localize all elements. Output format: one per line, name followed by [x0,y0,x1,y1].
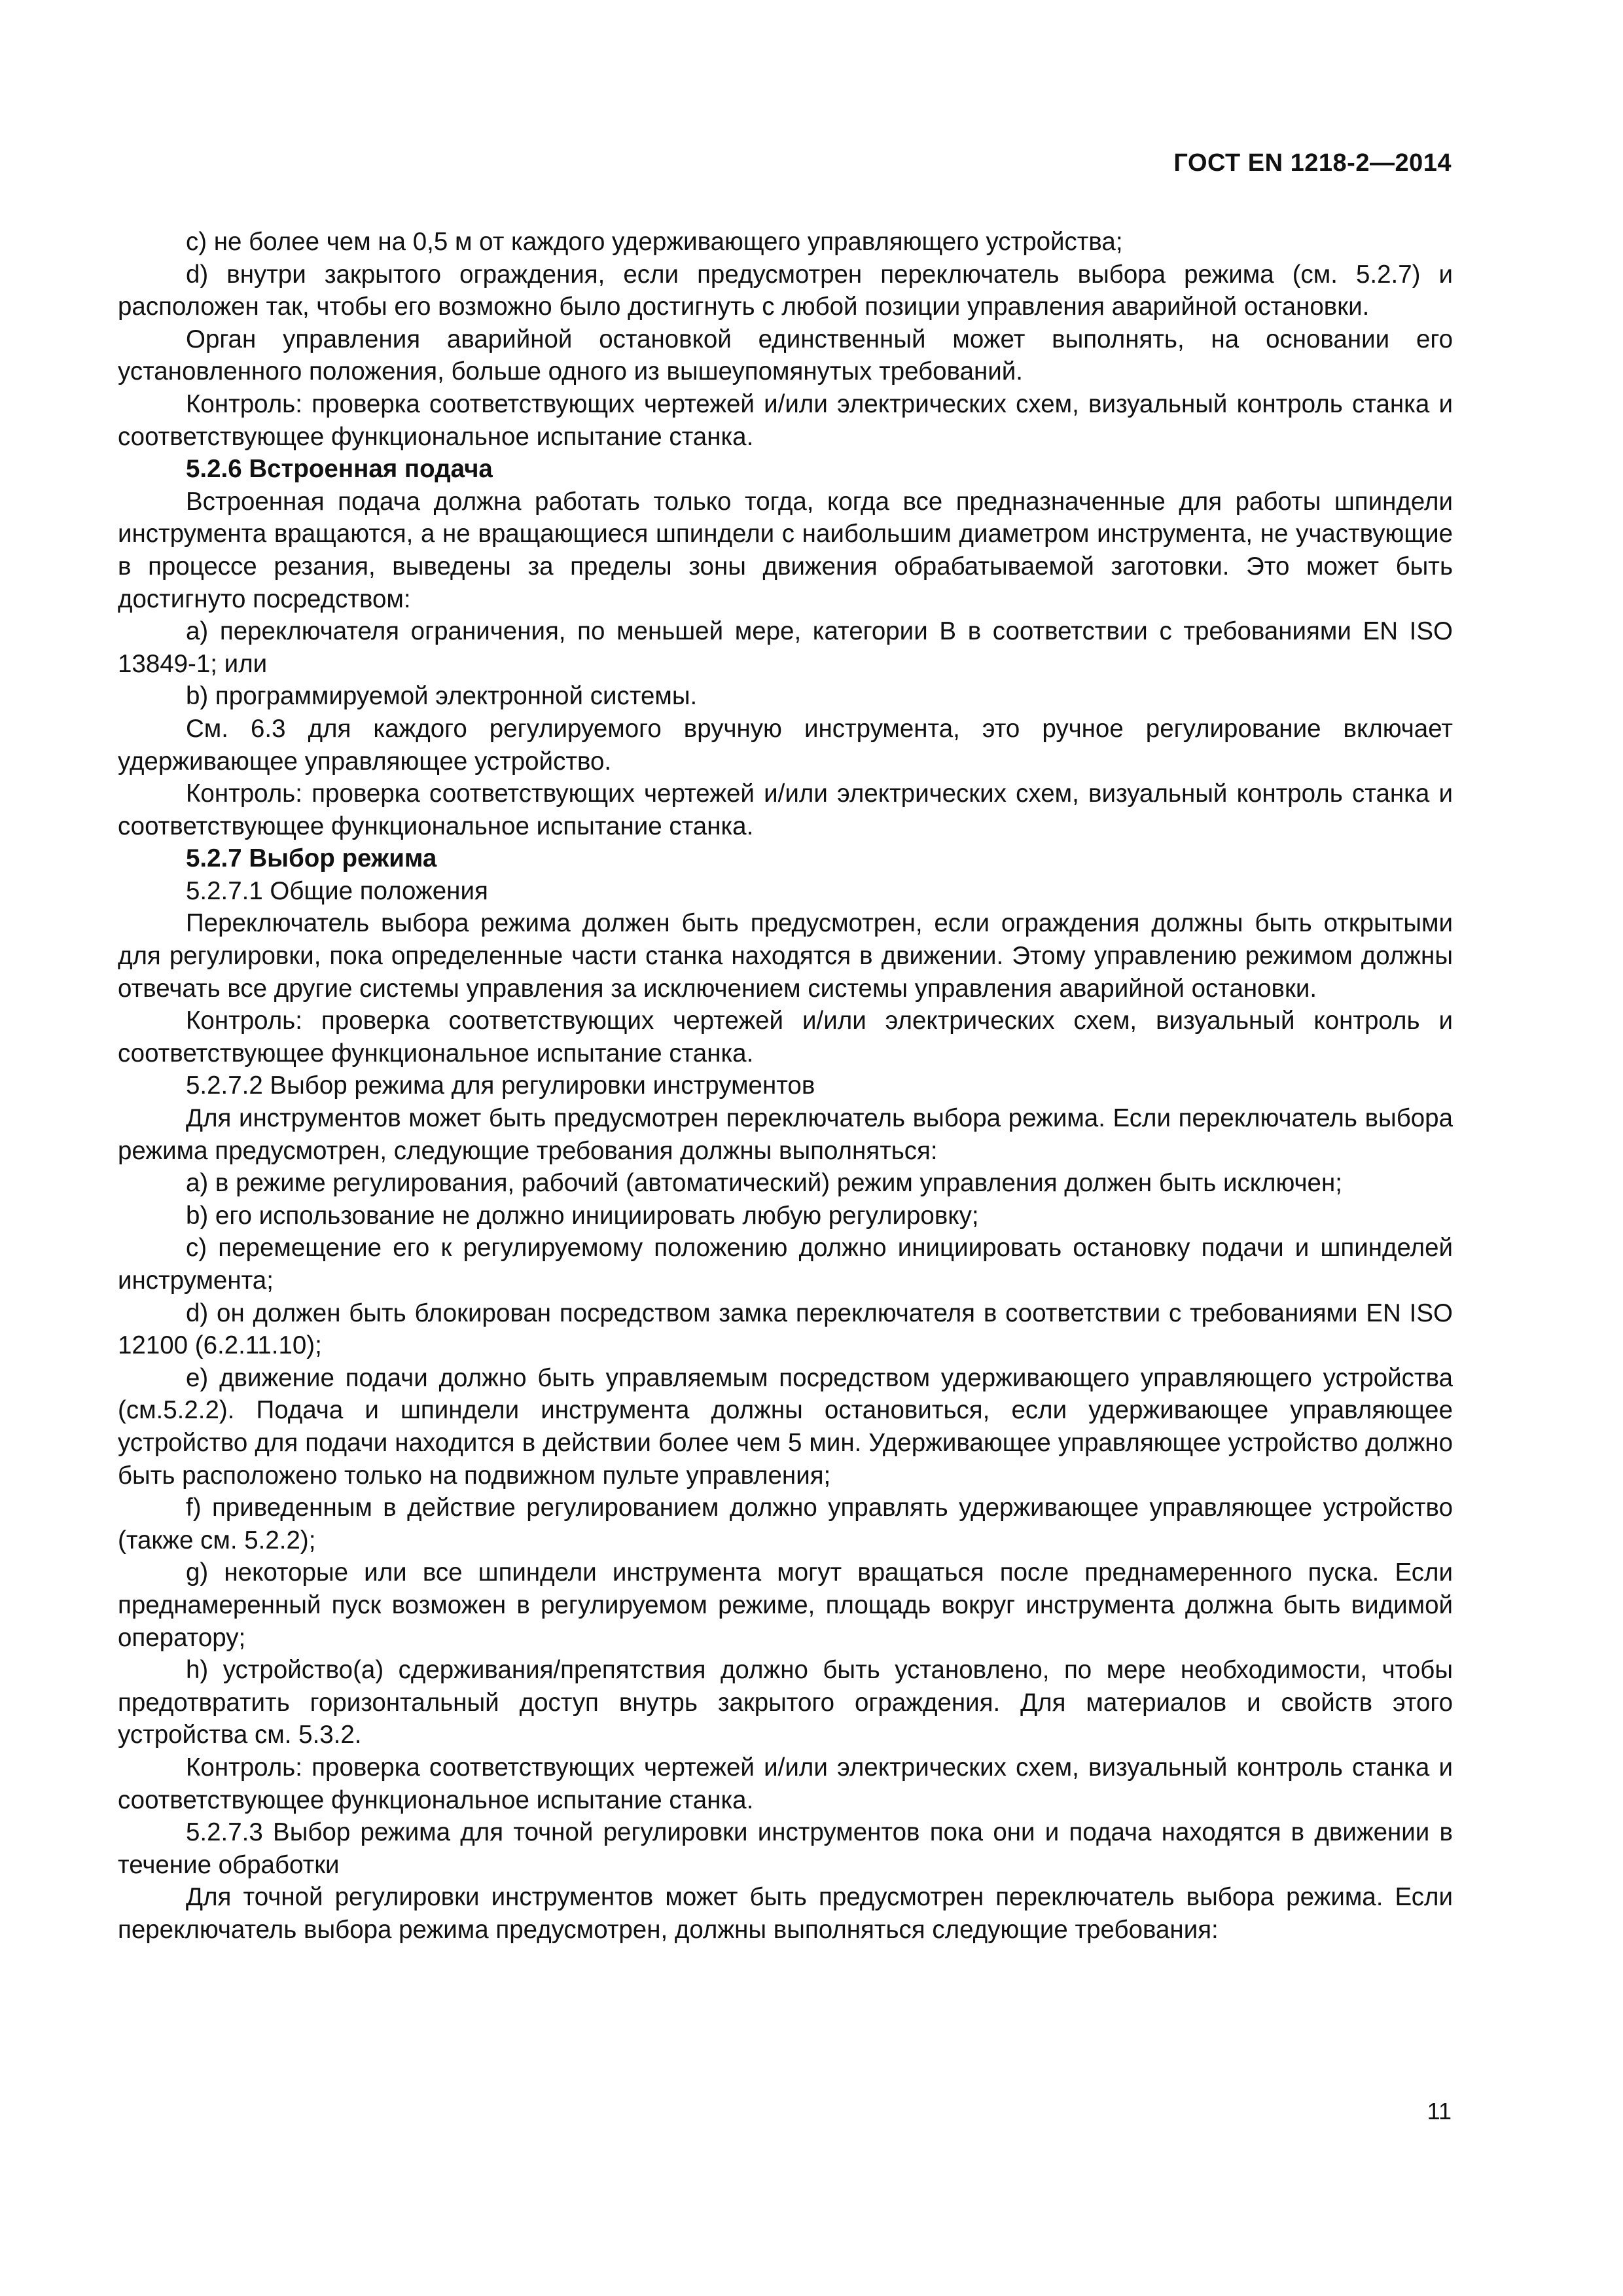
list-item-h: h) устройство(а) сдерживания/препятствия должно быть установлено, по мере необходимости, чтобы предотвратить горизонтальный доступ внутрь закрытого ограждения. Для материалов и свойств этого устройства см. 5.3.2. [118,1656,1453,1749]
list-item-g: g) некоторые или все шпиндели инструмента могут вращаться после преднамеренного пуска. Если преднамеренный пуск возможен в регулируемом режиме, площадь вокруг инструмента должна быть видимой оператору; [118,1558,1453,1652]
control-paragraph: Контроль: проверка соответствующих чертежей и/или электрических схем, визуальный контроль и соответствующее функциональное испытание станка. [118,1007,1453,1067]
list-item-b: b) его использование не должно инициировать любую регулировку; [186,1201,979,1230]
subsection-heading-5-2-7-2: 5.2.7.2 Выбор режима для регулировки инструментов [186,1071,815,1100]
section-heading-5-2-6: 5.2.6 Встроенная подача [186,455,493,484]
paragraph: Для точной регулировки инструментов может быть предусмотрен переключатель выбора режима. Если переключатель выбора режима предусмотрен, должны выполняться следующие требования: [118,1883,1453,1944]
paragraph: См. 6.3 для каждого регулируемого вручную инструмента, это ручное регулирование включает удерживающее управляющее устройство. [118,714,1453,776]
control-paragraph: Контроль: проверка соответствующих чертежей и/или электрических схем, визуальный контроль станка и соответствующее функциональное испытание станка. [118,1753,1453,1814]
control-paragraph: Контроль: проверка соответствующих чертежей и/или электрических схем, визуальный контроль станка и соответствующее функциональное испытание станка. [118,389,1453,451]
list-item-e: е) движение подачи должно быть управляемым посредством удерживающего управляющего устройства (см.5.2.2). Подача и шпиндели инструмента должны остановиться, если удерживающее управляющее устройство для подачи находится в действии более чем 5 мин. Удерживающее управляющее устройство должно быть расположено только на подвижном пульте управления; [118,1363,1453,1490]
paragraph-item-d: d) внутри закрытого ограждения, если предусмотрен переключатель выбора режима (см. 5.2.7) и расположен так, чтобы его возможно было достигнуть с любой позиции управления аварийной остановки. [118,260,1453,321]
paragraph: Переключатель выбора режима должен быть предусмотрен, если ограждения должны быть открытыми для регулировки, пока определенные части станка находятся в движении. Этому управлению режимом должны отвечать все другие системы управления за исключением системы управления аварийной остановки. [118,909,1453,1003]
document-body [118,226,1453,1946]
subsection-heading-5-2-7-3: 5.2.7.3 Выбор режима для точной регулировки инструментов пока они и подача находятся в движении в течение обработки [118,1818,1453,1879]
control-paragraph: Контроль: проверка соответствующих чертежей и/или электрических схем, визуальный контроль станка и соответствующее функциональное испытание станка. [118,780,1453,840]
paragraph: Встроенная подача должна работать только тогда, когда все предназначенные для работы шпиндели инструмента вращаются, а не вращающиеся шпиндели с наибольшим диаметром инструмента, не участвующие в процессе резания, выведены за пределы зоны движения обрабатываемой заготовки. Это может быть достигнуто посредством: [118,487,1453,613]
paragraph-item-c: с) не более чем на 0,5 м от каждого удерживающего управляющего устройства; [186,228,1123,256]
subsection-heading-5-2-7-1: 5.2.7.1 Общие положения [186,876,488,905]
section-heading-5-2-7: 5.2.7 Выбор режима [186,844,437,873]
paragraph: Орган управления аварийной остановкой единственный может выполнять, на основании его установленного положения, больше одного из вышеупомянутых требований. [118,325,1453,386]
paragraph: Для инструментов может быть предусмотрен переключатель выбора режима. Если переключатель выбора режима предусмотрен, следующие требования должны выполняться: [118,1104,1453,1165]
list-item-a: а) в режиме регулирования, рабочий (автоматический) режим управления должен быть исключен; [186,1169,1342,1198]
list-item-f: f) приведенным в действие регулированием должно управлять удерживающее управляющее устройство (также см. 5.2.2); [118,1494,1453,1554]
list-item-a: а) переключателя ограничения, по меньшей мере, категории B в соответствии с требованиями EN ISO 13849-1; или [118,617,1453,678]
page-number: 11 [1427,2098,1452,2125]
list-item-c: с) перемещение его к регулируемому положению должно инициировать остановку подачи и шпинделей инструмента; [118,1234,1453,1295]
document-code-header: ГОСТ EN 1218-2—2014 [1173,149,1452,177]
list-item-d: d) он должен быть блокирован посредством замка переключателя в соответствии с требованиями EN ISO 12100 (6.2.11.10); [118,1299,1453,1360]
list-item-b: b) программируемой электронной системы. [186,682,698,711]
